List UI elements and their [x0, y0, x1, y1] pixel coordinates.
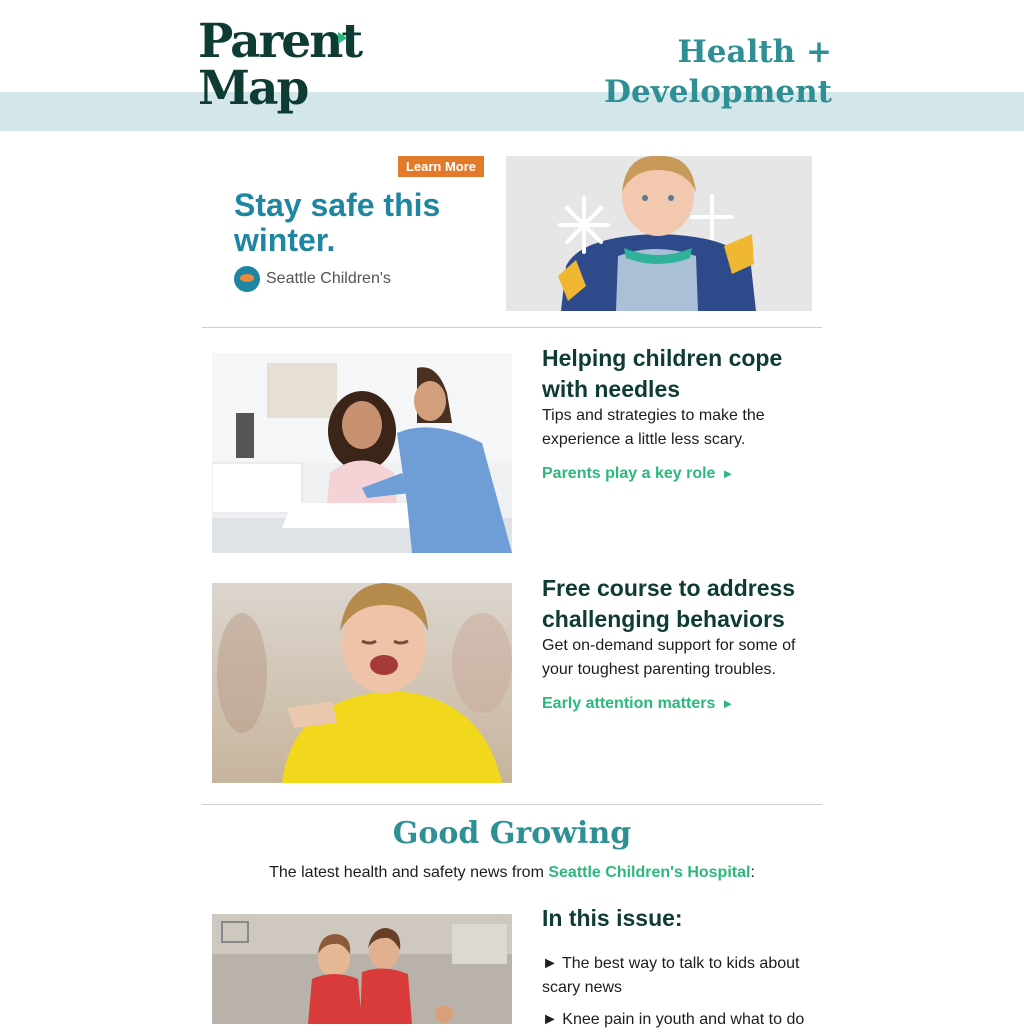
good-growing-subtitle	[202, 862, 822, 884]
subtitle-prefix: The latest health and safety news from	[269, 864, 549, 881]
article-2-title[interactable]: Free course to address challenging behaviors	[542, 575, 796, 632]
article-1-description: Tips and strategies to make the experience a little less scary.	[542, 407, 765, 448]
arrow-right-icon: ►	[721, 466, 735, 481]
ad-org-name: Seattle Children's	[266, 270, 391, 287]
divider	[202, 804, 822, 805]
divider	[202, 327, 822, 328]
basketball-girls-photo	[212, 914, 512, 1024]
crying-boy-photo	[212, 583, 512, 783]
logo-flag-icon	[338, 32, 347, 44]
ad-headline[interactable]: Stay safe this winter.	[234, 187, 441, 258]
article-2-link[interactable]	[542, 694, 734, 714]
good-growing-title: Good Growing	[392, 816, 632, 851]
issue-item-2[interactable]: ► Knee pain in youth and what to do	[542, 1011, 805, 1028]
issue-item-1[interactable]: ► The best way to talk to kids about scary news	[542, 955, 800, 996]
parentmap-logo[interactable]	[198, 14, 362, 122]
seattle-childrens-logo-icon	[234, 266, 260, 292]
logo-line-1: Parent	[198, 14, 362, 69]
article-1-link-text: Parents play a key role	[542, 465, 716, 482]
ad-photo[interactable]	[506, 156, 812, 311]
article-1-title[interactable]: Helping children cope with needles	[542, 345, 783, 402]
subtitle-suffix: :	[750, 864, 755, 881]
learn-more-button[interactable]: Learn More	[398, 156, 484, 177]
article-1-link[interactable]	[542, 464, 734, 484]
article-2-link-text: Early attention matters	[542, 695, 716, 712]
child-snowflake-illustration	[506, 156, 812, 311]
arrow-right-icon: ►	[721, 696, 735, 711]
logo-line-2: Map	[198, 61, 308, 116]
article-1-image[interactable]	[212, 353, 512, 553]
ad-org-logo	[234, 265, 391, 293]
article-2-image[interactable]	[212, 583, 512, 783]
section-title: Health + Development	[604, 34, 832, 110]
article-2-description: Get on-demand support for some of your toughest parenting troubles.	[542, 637, 796, 678]
seattle-childrens-link[interactable]: Seattle Children's Hospital	[548, 864, 751, 881]
basketball-image[interactable]	[212, 914, 512, 1024]
nurse-child-photo	[212, 353, 512, 553]
in-this-issue-title: In this issue:	[542, 905, 683, 931]
